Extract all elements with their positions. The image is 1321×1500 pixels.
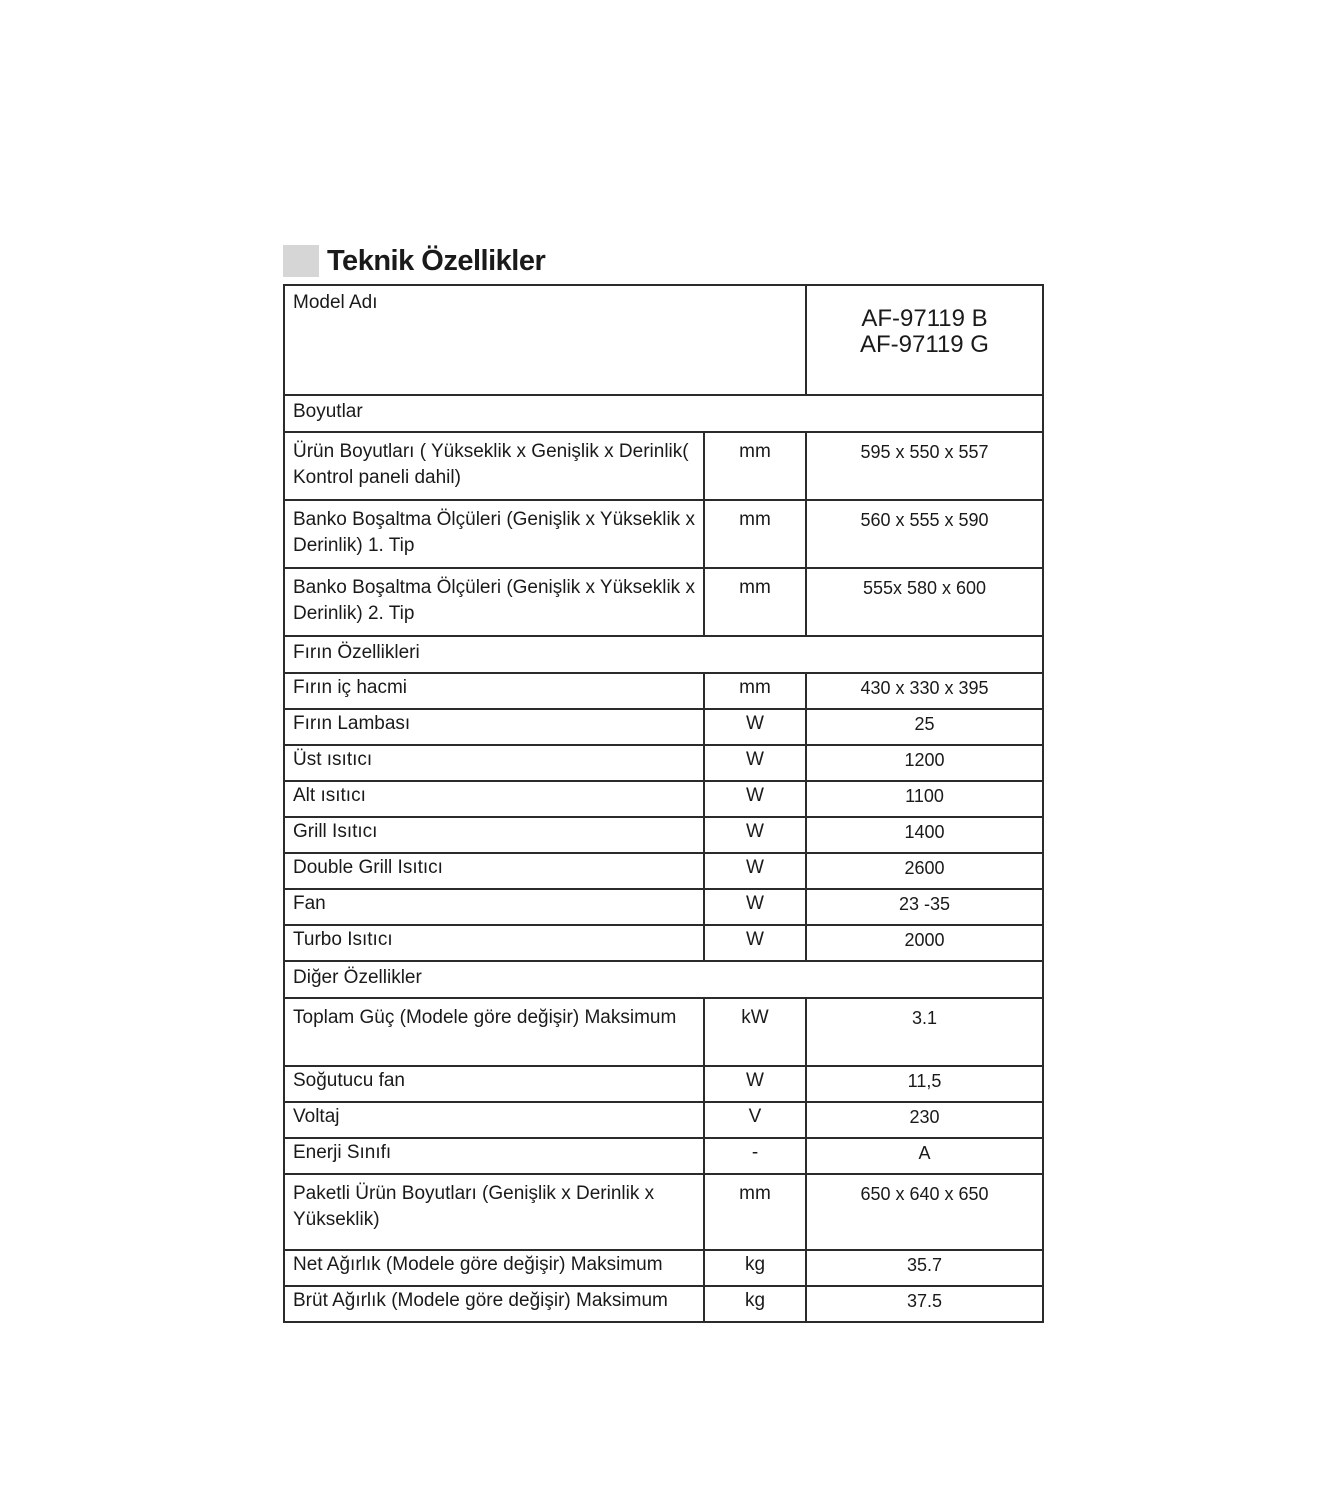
row-unit: mm	[704, 568, 806, 636]
table-row	[284, 781, 1043, 817]
row-label: Fan	[284, 889, 704, 925]
row-value: 560 x 555 x 590	[806, 500, 1043, 568]
model-name: AF-97119 G	[860, 331, 989, 358]
row-label: Banko Boşaltma Ölçüleri (Genişlik x Yükseklik x Derinlik) 2. Tip	[284, 568, 704, 636]
row-unit: W	[704, 781, 806, 817]
row-label: Ürün Boyutları ( Yükseklik x Genişlik x Derinlik( Kontrol paneli dahil)	[284, 432, 704, 500]
row-unit: W	[704, 745, 806, 781]
row-label: Fırın Lambası	[284, 709, 704, 745]
spec-table	[283, 284, 1044, 1323]
model-name: AF-97119 B	[861, 305, 988, 332]
row-unit: W	[704, 853, 806, 889]
table-row	[284, 1066, 1043, 1102]
page-header	[283, 244, 545, 278]
table-row	[284, 500, 1043, 568]
table-row	[284, 925, 1043, 961]
table-row	[284, 817, 1043, 853]
row-value: 35.7	[806, 1250, 1043, 1286]
row-unit: V	[704, 1102, 806, 1138]
row-unit: W	[704, 1066, 806, 1102]
table-row	[284, 673, 1043, 709]
row-label: Alt ısıtıcı	[284, 781, 704, 817]
row-value: 650 x 640 x 650	[806, 1174, 1043, 1250]
row-value: 555x 580 x 600	[806, 568, 1043, 636]
row-value: 3.1	[806, 998, 1043, 1066]
row-label: Soğutucu fan	[284, 1066, 704, 1102]
row-value: 230	[806, 1102, 1043, 1138]
table-row	[284, 1286, 1043, 1322]
row-value: 2000	[806, 925, 1043, 961]
table-row	[284, 1250, 1043, 1286]
row-label: Üst ısıtıcı	[284, 745, 704, 781]
row-label: Turbo Isıtıcı	[284, 925, 704, 961]
table-row	[284, 709, 1043, 745]
row-label: Voltaj	[284, 1102, 704, 1138]
row-label: Net Ağırlık (Modele göre değişir) Maksimum	[284, 1250, 704, 1286]
row-label: Grill Isıtıcı	[284, 817, 704, 853]
row-value: 37.5	[806, 1286, 1043, 1322]
table-row	[284, 568, 1043, 636]
row-unit: mm	[704, 432, 806, 500]
row-label: Brüt Ağırlık (Modele göre değişir) Maksimum	[284, 1286, 704, 1322]
model-row	[284, 285, 1043, 395]
table-row	[284, 889, 1043, 925]
row-unit: kW	[704, 998, 806, 1066]
row-value: 2600	[806, 853, 1043, 889]
row-label: Paketli Ürün Boyutları (Genişlik x Derinlik x Yükseklik)	[284, 1174, 704, 1250]
row-unit: kg	[704, 1250, 806, 1286]
row-unit: mm	[704, 673, 806, 709]
row-unit: W	[704, 709, 806, 745]
table-row	[284, 432, 1043, 500]
model-names	[806, 285, 1043, 395]
table-row	[284, 1138, 1043, 1174]
page-title: Teknik Özellikler	[327, 244, 546, 277]
row-value: 430 x 330 x 395	[806, 673, 1043, 709]
row-unit: kg	[704, 1286, 806, 1322]
row-label: Banko Boşaltma Ölçüleri (Genişlik x Yükseklik x Derinlik) 1. Tip	[284, 500, 704, 568]
row-value: 11,5	[806, 1066, 1043, 1102]
row-value: 1400	[806, 817, 1043, 853]
table-row	[284, 998, 1043, 1066]
model-label: Model Adı	[284, 285, 806, 395]
row-label: Enerji Sınıfı	[284, 1138, 704, 1174]
row-value: 1100	[806, 781, 1043, 817]
section-title-dimensions: Boyutlar	[284, 395, 1043, 432]
row-unit: mm	[704, 500, 806, 568]
row-value: 25	[806, 709, 1043, 745]
row-unit: W	[704, 889, 806, 925]
section-title-oven: Fırın Özellikleri	[284, 636, 1043, 673]
row-label: Toplam Güç (Modele göre değişir) Maksimum	[284, 998, 704, 1066]
table-row	[284, 1102, 1043, 1138]
table-row	[284, 853, 1043, 889]
row-value: 595 x 550 x 557	[806, 432, 1043, 500]
table-row	[284, 745, 1043, 781]
section-header	[284, 636, 1043, 673]
title-marker	[283, 245, 319, 277]
row-label: Double Grill Isıtıcı	[284, 853, 704, 889]
row-unit: -	[704, 1138, 806, 1174]
row-unit: W	[704, 817, 806, 853]
row-unit: W	[704, 925, 806, 961]
section-header	[284, 395, 1043, 432]
table-row	[284, 1174, 1043, 1250]
section-header	[284, 961, 1043, 998]
row-value: 23 -35	[806, 889, 1043, 925]
section-title-other: Diğer Özellikler	[284, 961, 1043, 998]
row-value: A	[806, 1138, 1043, 1174]
row-value: 1200	[806, 745, 1043, 781]
row-unit: mm	[704, 1174, 806, 1250]
row-label: Fırın iç hacmi	[284, 673, 704, 709]
